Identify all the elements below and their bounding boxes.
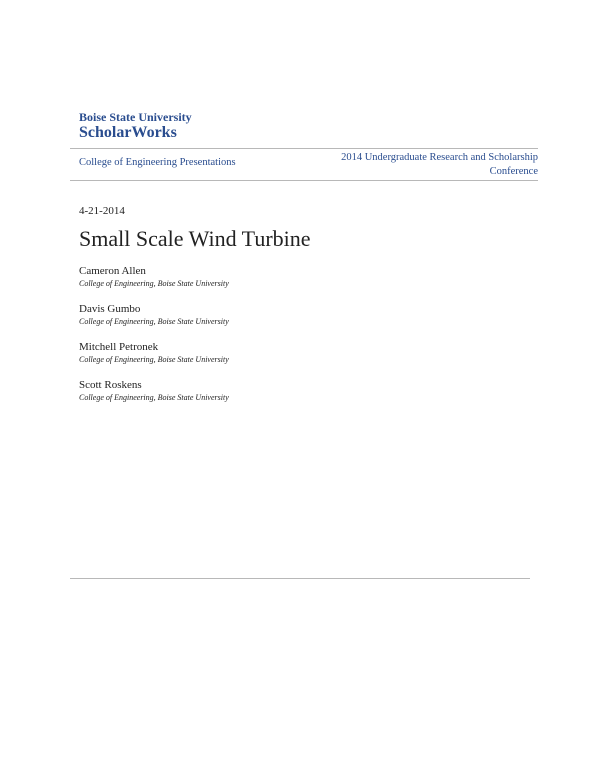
- author-list: [79, 264, 229, 416]
- document-title: Small Scale Wind Turbine: [79, 226, 311, 251]
- brand-university: Boise State University: [79, 110, 192, 124]
- author-affiliation: College of Engineering, Boise State University: [79, 355, 229, 364]
- author-name: Scott Roskens: [79, 379, 142, 391]
- author-name: Mitchell Petronek: [79, 341, 159, 353]
- header-bottom-divider: [70, 180, 538, 181]
- author-entry: [79, 340, 229, 378]
- brand-repository: ScholarWorks: [79, 124, 177, 141]
- footer-divider: [70, 578, 530, 579]
- author-affiliation: College of Engineering, Boise State University: [79, 317, 229, 326]
- publication-date: 4-21-2014: [79, 205, 125, 217]
- header-top-divider: [70, 148, 538, 149]
- series-link[interactable]: College of Engineering Presentations: [79, 157, 236, 168]
- author-name: Davis Gumbo: [79, 303, 141, 315]
- author-entry: [79, 264, 229, 302]
- author-name: Cameron Allen: [79, 265, 146, 277]
- scholarworks-logo[interactable]: [79, 110, 192, 142]
- author-entry: [79, 302, 229, 340]
- author-affiliation: College of Engineering, Boise State University: [79, 393, 229, 402]
- author-affiliation: College of Engineering, Boise State University: [79, 279, 229, 288]
- author-entry: [79, 378, 229, 416]
- conference-link[interactable]: 2014 Undergraduate Research and Scholarship Conference: [341, 152, 538, 177]
